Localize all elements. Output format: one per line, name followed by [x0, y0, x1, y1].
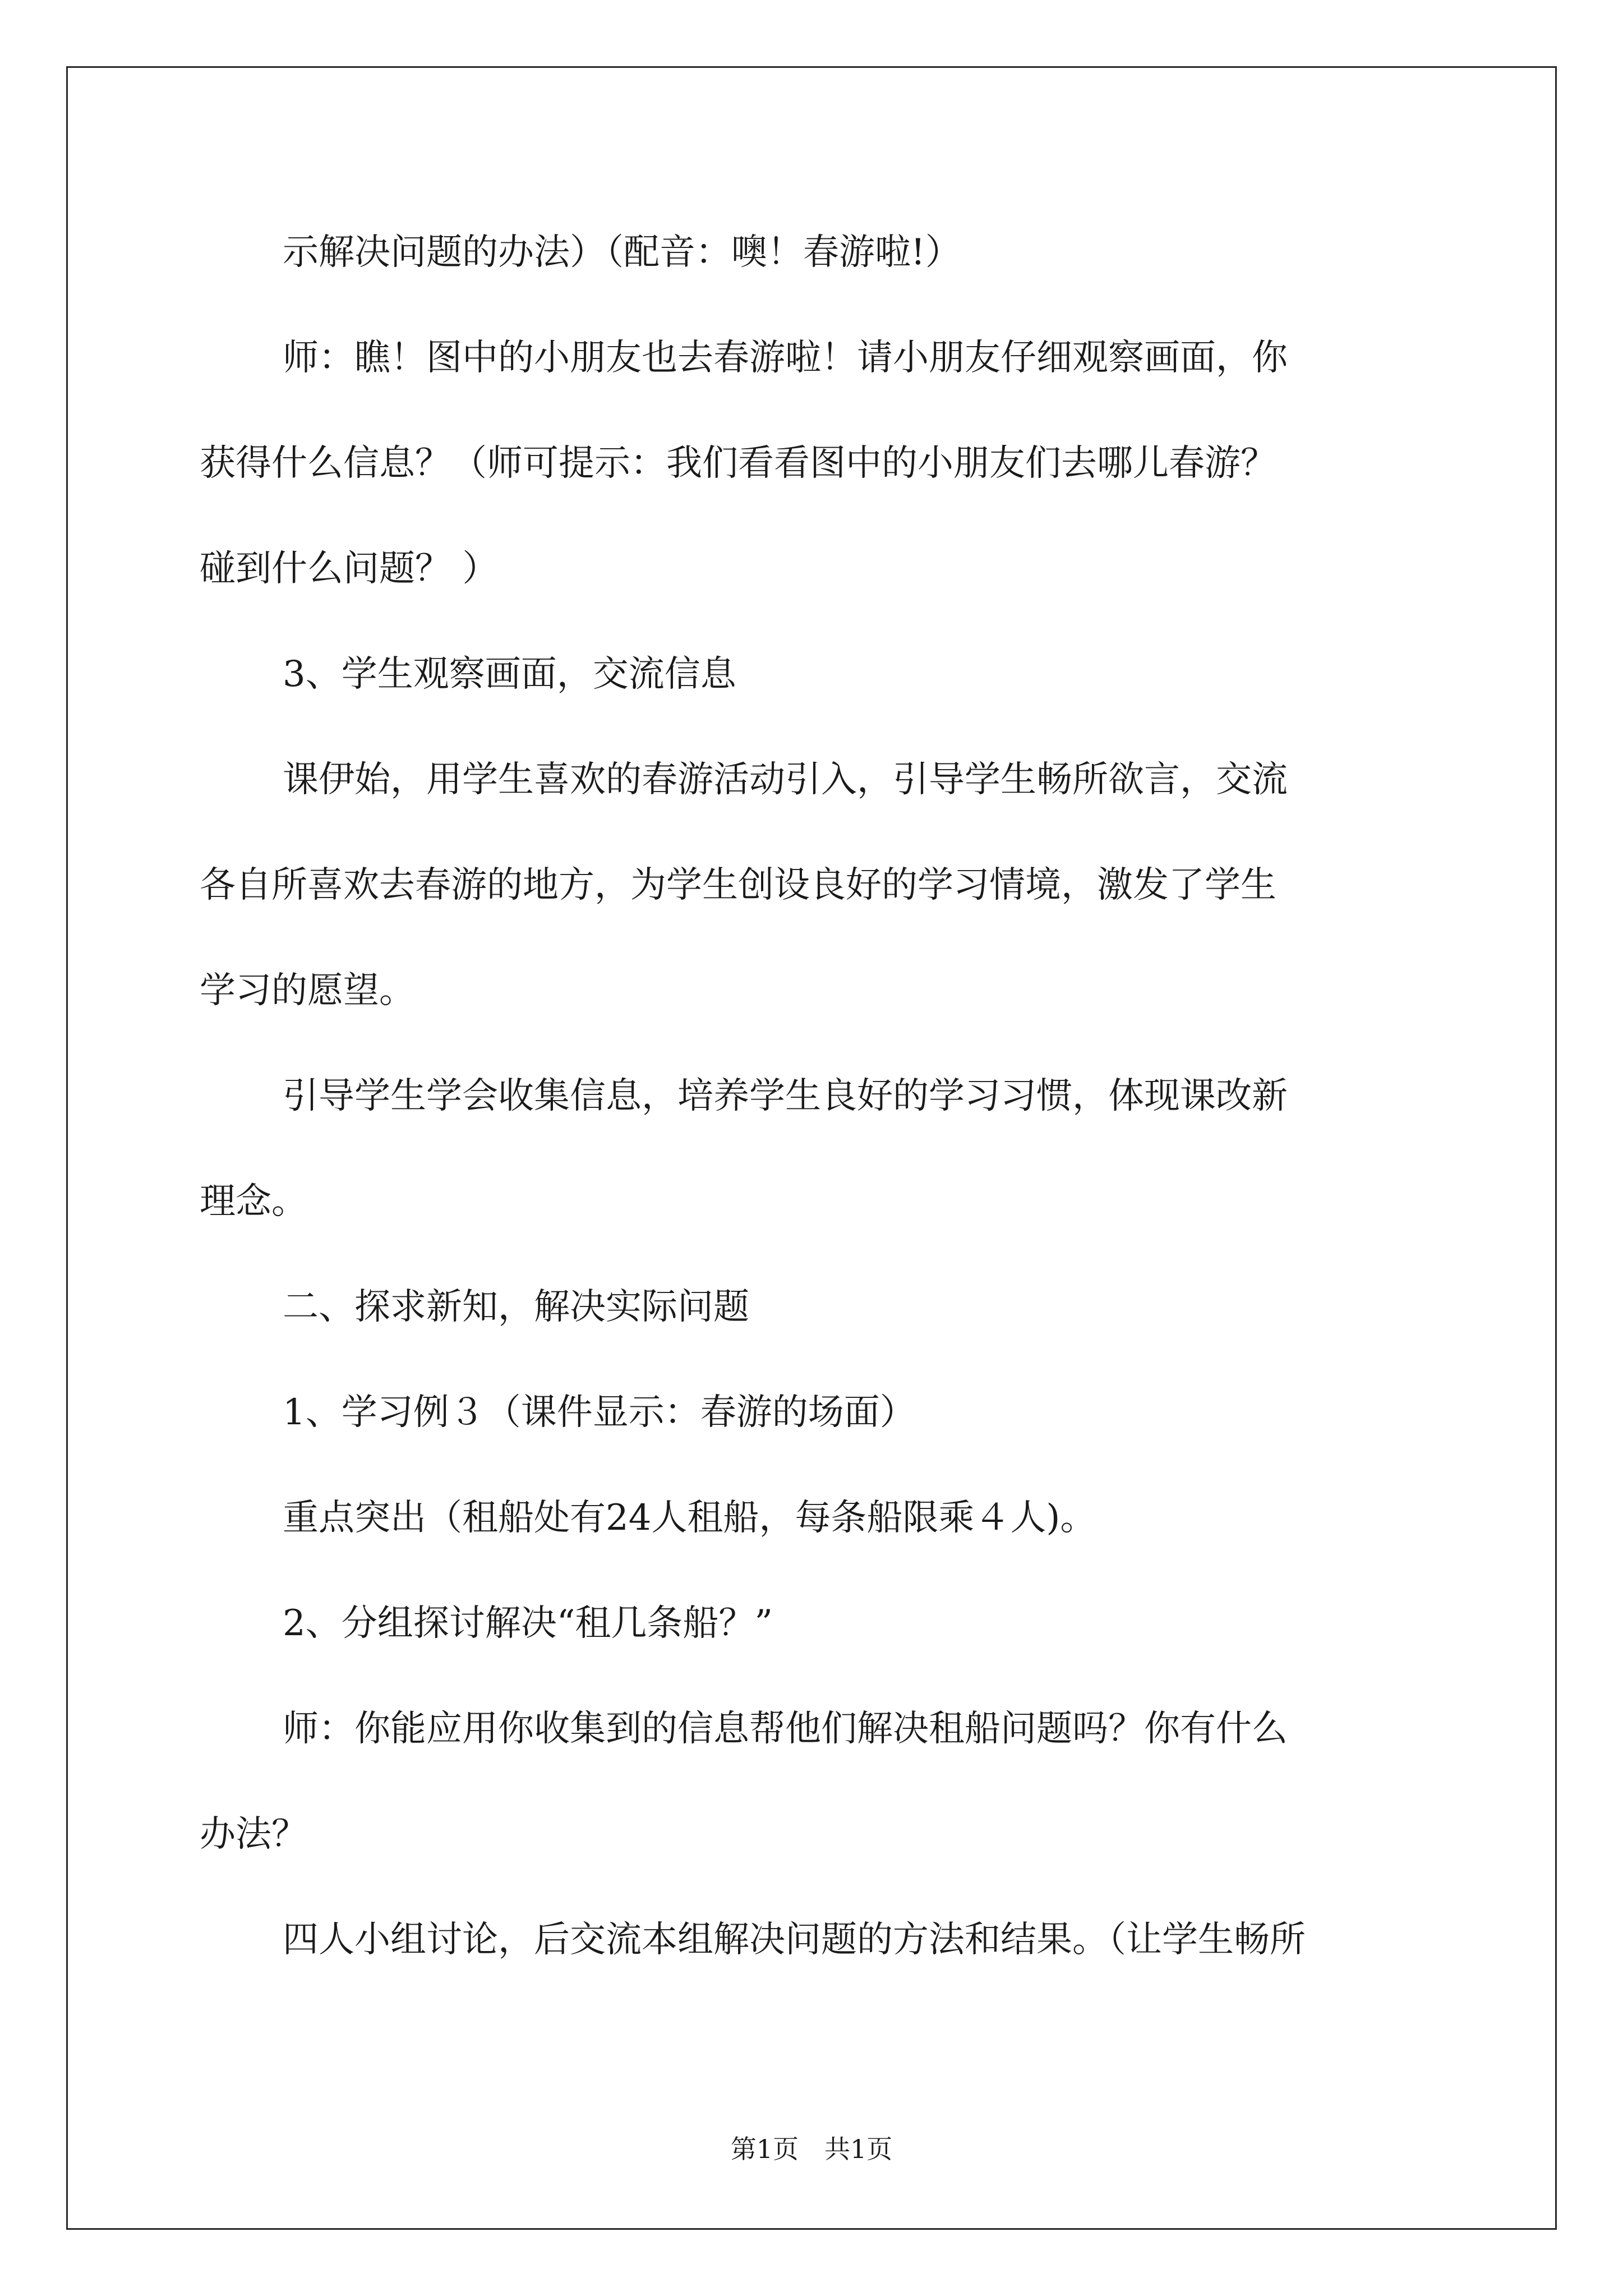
- text-line-9: 引导学生学会收集信息，培养学生良好的学习习惯，体现课改新: [283, 1075, 1288, 1117]
- text-line-1: 示解决问题的办法）（配音：噢！春游啦!）: [283, 232, 961, 273]
- text-line-11: 二、探求新知，解决实际问题: [283, 1286, 749, 1328]
- text-line-7: 各自所喜欢去春游的地方，为学生创设良好的学习情境，激发了学生: [200, 864, 1276, 906]
- text-line-16: 办法？: [200, 1814, 307, 1855]
- text-line-3: 获得什么信息？（师可提示：我们看看图中的小朋友们去哪儿春游？: [200, 443, 1276, 484]
- text-line-13: 重点突出（租船处有24人租船，每条船限乘４人)。: [283, 1497, 1096, 1539]
- text-line-4: 碰到什么问题？ ）: [200, 548, 499, 590]
- page-footer: 第1页 共1页: [730, 2134, 893, 2164]
- text-line-12: 1、学习例３（课件显示：春游的场面）: [283, 1392, 916, 1433]
- text-line-2: 师：瞧！图中的小朋友也去春游啦！请小朋友仔细观察画面，你: [283, 337, 1288, 379]
- page-border: [66, 66, 1557, 2230]
- text-line-6: 课伊始，用学生喜欢的春游活动引入，引导学生畅所欲言，交流: [283, 759, 1288, 800]
- text-line-15: 师：你能应用你收集到的信息帮他们解决租船问题吗？你有什么: [283, 1708, 1288, 1750]
- text-line-8: 学习的愿望。: [200, 970, 415, 1011]
- text-line-5: 3、学生观察画面，交流信息: [283, 654, 736, 695]
- text-line-14: 2、分组探讨解决“租几条船？”: [283, 1603, 773, 1644]
- text-line-10: 理念。: [200, 1181, 307, 1222]
- text-line-17: 四人小组讨论，后交流本组解决问题的方法和结果。（让学生畅所: [283, 1919, 1306, 1961]
